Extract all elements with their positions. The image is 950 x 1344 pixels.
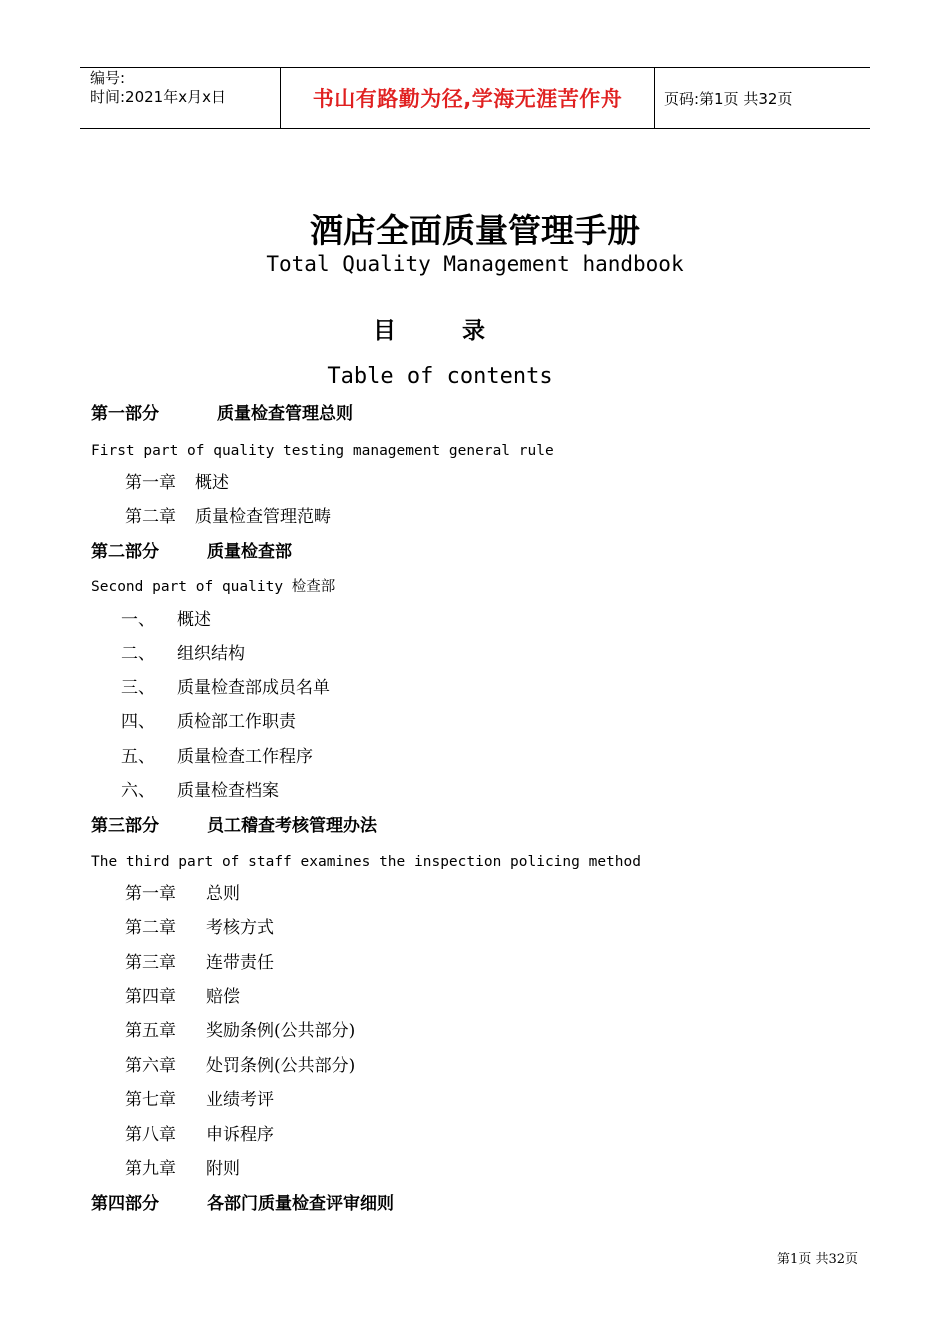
part4-heading-number: 第四部分 — [91, 1194, 159, 1214]
header-page-info: 页码:第1页 共32页 — [664, 89, 793, 108]
header-motto-cell — [281, 68, 655, 128]
chapter-number: 第一章 — [125, 884, 176, 904]
chapter-title: 附则 — [206, 1159, 240, 1179]
item-number: 三、 — [121, 678, 155, 698]
page-header — [80, 67, 870, 129]
item-title: 组织结构 — [177, 644, 245, 664]
list-item — [125, 472, 229, 494]
item-number: 四、 — [121, 712, 155, 732]
list-item — [125, 1124, 274, 1146]
chapter-number: 第二章 — [125, 918, 176, 938]
item-title: 质量检查档案 — [177, 781, 279, 801]
part2-heading-title: 质量检查部 — [207, 542, 292, 562]
chapter-number: 第三章 — [125, 953, 176, 973]
chapter-title: 质量检查管理范畴 — [195, 507, 331, 527]
part1-english: First part of quality testing management general rule — [91, 443, 554, 459]
chapter-title: 处罚条例(公共部分) — [206, 1056, 356, 1076]
part2-heading-number: 第二部分 — [91, 542, 159, 562]
number-label: 编号: — [90, 69, 126, 87]
part3-english: The third part of staff examines the inspection policing method — [91, 854, 641, 870]
item-number: 六、 — [121, 781, 155, 801]
toc-heading-english: Table of contents — [327, 364, 553, 389]
part4-heading — [91, 1193, 394, 1215]
date-label: 时间:2021年x月x日 — [90, 88, 226, 106]
list-item — [125, 952, 274, 974]
chapter-title: 总则 — [206, 884, 240, 904]
item-title: 质量检查部成员名单 — [177, 678, 330, 698]
chapter-number: 第一章 — [125, 473, 176, 493]
item-number: 五、 — [121, 747, 155, 767]
list-item — [125, 986, 240, 1008]
list-item — [121, 746, 313, 768]
page-footer: 第1页 共32页 — [777, 1252, 858, 1267]
item-number: 二、 — [121, 644, 155, 664]
chapter-title: 奖励条例(公共部分) — [206, 1021, 356, 1041]
part1-heading — [91, 403, 353, 425]
list-item — [121, 677, 330, 699]
header-left-cell — [80, 68, 281, 128]
item-title: 概述 — [177, 610, 211, 630]
list-item — [121, 711, 296, 733]
chapter-number: 第四章 — [125, 987, 176, 1007]
list-item — [121, 643, 245, 665]
chapter-title: 概述 — [195, 473, 229, 493]
part3-heading-title: 员工稽查考核管理办法 — [207, 816, 377, 836]
list-item — [125, 917, 274, 939]
part2-english: Second part of quality 检查部 — [91, 579, 336, 595]
list-item — [125, 1089, 274, 1111]
list-item — [125, 883, 240, 905]
list-item — [125, 1055, 355, 1077]
item-title: 质检部工作职责 — [177, 712, 296, 732]
chapter-title: 赔偿 — [206, 987, 240, 1007]
list-item — [121, 780, 279, 802]
motto-text: 书山有路勤为径,学海无涯苦作舟 — [312, 87, 623, 111]
chapter-number: 第八章 — [125, 1125, 176, 1145]
part1-heading-number: 第一部分 — [91, 404, 159, 424]
document-title-english: Total Quality Management handbook — [266, 252, 684, 276]
part2-heading — [91, 541, 292, 563]
chapter-title: 考核方式 — [206, 918, 274, 938]
toc-heading-char-1: 目 — [373, 318, 396, 344]
list-item — [121, 609, 211, 631]
chapter-number: 第二章 — [125, 507, 176, 527]
chapter-title: 连带责任 — [206, 953, 274, 973]
chapter-title: 申诉程序 — [206, 1125, 274, 1145]
list-item — [125, 1158, 240, 1180]
chapter-number: 第五章 — [125, 1021, 176, 1041]
item-title: 质量检查工作程序 — [177, 747, 313, 767]
chapter-number: 第九章 — [125, 1159, 176, 1179]
chapter-number: 第七章 — [125, 1090, 176, 1110]
toc-heading-chinese — [373, 312, 485, 345]
header-page-cell — [655, 68, 870, 128]
part3-heading — [91, 815, 377, 837]
toc-heading-char-2: 录 — [462, 318, 485, 344]
document-title-chinese: 酒店全面质量管理手册 — [310, 211, 640, 250]
part3-heading-number: 第三部分 — [91, 816, 159, 836]
item-number: 一、 — [121, 610, 155, 630]
list-item — [125, 1020, 355, 1042]
part1-heading-title: 质量检查管理总则 — [217, 404, 353, 424]
part4-heading-title: 各部门质量检查评审细则 — [207, 1194, 394, 1214]
chapter-title: 业绩考评 — [206, 1090, 274, 1110]
list-item — [125, 506, 331, 528]
chapter-number: 第六章 — [125, 1056, 176, 1076]
